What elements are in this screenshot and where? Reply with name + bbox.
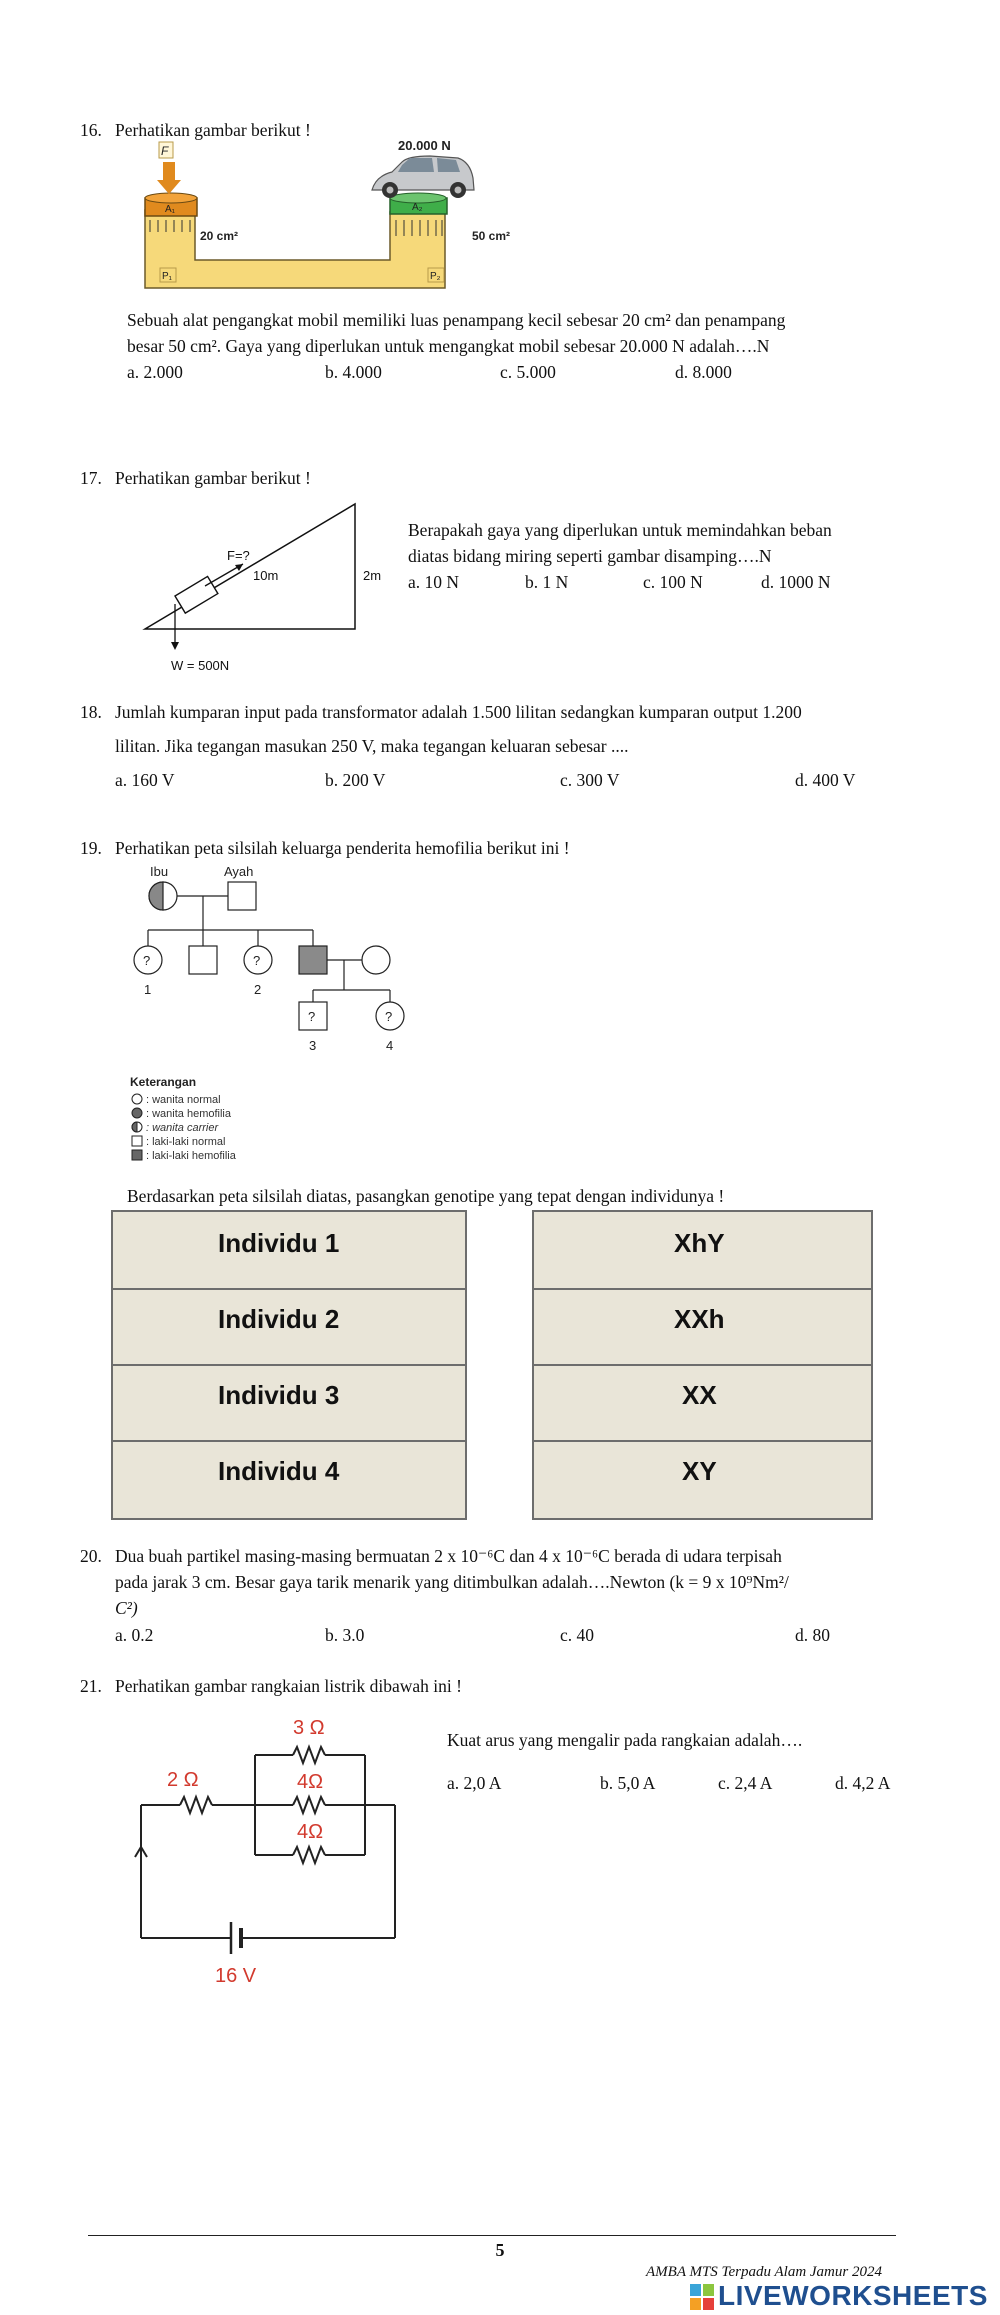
genotype-card[interactable] (534, 1212, 871, 1290)
q16-option-c[interactable]: c. 5.000 (500, 362, 556, 382)
individual-label: Individu 1 (218, 1228, 340, 1258)
q17-option-c[interactable]: c. 100 N (643, 572, 703, 592)
circuit-diagram (125, 1710, 425, 1990)
resistor-4-ohm-label-2: 4Ω (297, 1821, 324, 1843)
unknown-3: ? (308, 1009, 316, 1024)
footer-school: AMBA MTS Terpadu Alam Jamur 2024 (646, 2264, 882, 2280)
page-number: 5 (495, 2240, 505, 2260)
car-icon (372, 156, 474, 198)
label-1: 1 (144, 982, 152, 997)
legend-item: : wanita carrier (146, 1122, 219, 1134)
q18-option-b[interactable]: b. 200 V (325, 770, 386, 790)
force-label: F (161, 144, 169, 158)
a1-label: A₁ (165, 204, 176, 215)
q18-option-c[interactable]: c. 300 V (560, 770, 620, 790)
q17-option-a[interactable]: a. 10 N (408, 572, 460, 592)
q19-prompt: Perhatikan peta silsilah keluarga penderita hemofilia berikut ini ! (115, 838, 570, 858)
resistor-2-ohm-label: 2 Ω (167, 1769, 199, 1791)
q21-text-1: Kuat arus yang mengalir pada rangkaian adalah…. (447, 1730, 803, 1750)
q20-text-2: pada jarak 3 cm. Besar gaya tarik menarik yang ditimbulkan adalah….Newton (k = 9 x 10⁹Nm²/ (115, 1572, 789, 1592)
legend-item: : laki-laki hemofilia (146, 1150, 236, 1162)
q19-number: 19. (80, 838, 102, 858)
q18-option-a[interactable]: a. 160 V (115, 770, 175, 790)
q21-number: 21. (80, 1676, 102, 1696)
q16-text-2: besar 50 cm². Gaya yang diperlukan untuk mengangkat mobil sebesar 20.000 N adalah….N (127, 336, 770, 356)
q20-text-1: Dua buah partikel masing-masing bermuatan 2 x 10⁻⁶C dan 4 x 10⁻⁶C berada di udara terpisah (115, 1546, 782, 1566)
q20-option-b[interactable]: b. 3.0 (325, 1625, 365, 1645)
q16-option-d[interactable]: d. 8.000 (675, 362, 732, 382)
father-label: Ayah (224, 864, 254, 879)
q18-text-2: lilitan. Jika tegangan masukan 250 V, maka tegangan keluaran sebesar .... (115, 736, 629, 756)
genotype-label: XY (682, 1456, 717, 1486)
large-area-label: 50 cm² (472, 229, 511, 243)
genotype-label: XXh (674, 1304, 725, 1334)
q17-option-d[interactable]: d. 1000 N (761, 572, 831, 592)
q21-option-c[interactable]: c. 2,4 A (718, 1773, 773, 1793)
q20-option-a[interactable]: a. 0.2 (115, 1625, 154, 1645)
height-label: 2m (363, 568, 382, 583)
inclined-plane-figure (135, 496, 425, 681)
individual-label: Individu 2 (218, 1304, 340, 1334)
genotype-label: XhY (674, 1228, 725, 1258)
resistor-4-ohm-label: 4Ω (297, 1771, 324, 1793)
father-symbol (228, 882, 256, 910)
q16-option-a[interactable]: a. 2.000 (127, 362, 183, 382)
wife-normal-symbol (362, 946, 390, 974)
legend-item: : wanita normal (146, 1094, 221, 1106)
q18-number: 18. (80, 702, 102, 722)
q19-instruction: Berdasarkan peta silsilah diatas, pasangkan genotipe yang tepat dengan individunya ! (127, 1186, 725, 1206)
q18-text-1: Jumlah kumparan input pada transformator adalah 1.500 lilitan sedangkan kumparan output 1.200 (115, 702, 802, 722)
q16-number: 16. (80, 120, 102, 140)
q17-option-b[interactable]: b. 1 N (525, 572, 569, 592)
unknown-4: ? (385, 1009, 393, 1024)
liveworksheets-icon (690, 2284, 714, 2312)
length-label: 10m (253, 568, 279, 583)
p2-label: P₂ (430, 271, 441, 282)
pedigree-chart (128, 860, 428, 1180)
individuals-column (111, 1210, 467, 1520)
q17-prompt: Perhatikan gambar berikut ! (115, 468, 311, 488)
footer-divider (88, 2235, 896, 2236)
q18-option-d[interactable]: d. 400 V (795, 770, 856, 790)
genotypes-column (532, 1210, 873, 1520)
q21-option-a[interactable]: a. 2,0 A (447, 1773, 502, 1793)
individual-3-card[interactable] (113, 1364, 465, 1442)
label-4: 4 (386, 1038, 394, 1053)
unknown-2: ? (253, 953, 261, 968)
genotype-label: XX (682, 1380, 717, 1410)
resistor-3-ohm-label: 3 Ω (293, 1717, 325, 1739)
son-hemophilia-symbol (299, 946, 327, 974)
q17-number: 17. (80, 468, 102, 488)
hydraulic-lift-figure (140, 140, 540, 292)
q16-text-1: Sebuah alat pengangkat mobil memiliki luas penampang kecil sebesar 20 cm² dan penampang (127, 310, 786, 330)
q21-option-d[interactable]: d. 4,2 A (835, 1773, 891, 1793)
q20-option-d[interactable]: d. 80 (795, 1625, 830, 1645)
weight-label: 20.000 N (398, 140, 451, 153)
individual-2-card[interactable] (113, 1288, 465, 1366)
genotype-card[interactable] (534, 1364, 871, 1442)
individual-4-card[interactable] (113, 1440, 465, 1516)
q16-option-b[interactable]: b. 4.000 (325, 362, 382, 382)
legend-item: : laki-laki normal (146, 1136, 226, 1148)
p1-label: P₁ (162, 271, 173, 282)
q20-option-c[interactable]: c. 40 (560, 1625, 595, 1645)
unknown-1: ? (143, 953, 151, 968)
q17-text-1: Berapakah gaya yang diperlukan untuk memindahkan beban (408, 520, 832, 540)
individual-label: Individu 4 (218, 1456, 340, 1486)
label-3: 3 (309, 1038, 317, 1053)
q20-number: 20. (80, 1546, 102, 1566)
battery-voltage-label: 16 V (215, 1965, 257, 1987)
q20-text-3: C²) (115, 1598, 138, 1618)
individual-label: Individu 3 (218, 1380, 340, 1410)
weight-label-q17: W = 500N (171, 658, 230, 673)
label-2: 2 (254, 982, 262, 997)
legend-title: Keterangan (130, 1075, 197, 1089)
q16-prompt: Perhatikan gambar berikut ! (115, 120, 311, 140)
liveworksheets-logo (690, 2282, 990, 2312)
individual-1-card[interactable] (113, 1212, 465, 1290)
mother-label: Ibu (150, 864, 169, 879)
genotype-card[interactable] (534, 1288, 871, 1366)
legend-item: : wanita hemofilia (146, 1108, 231, 1120)
a2-label: A₂ (412, 202, 423, 213)
genotype-card[interactable] (534, 1440, 871, 1516)
small-area-label: 20 cm² (200, 229, 239, 243)
force-label-q17: F=? (227, 548, 250, 563)
q21-prompt: Perhatikan gambar rangkaian listrik dibawah ini ! (115, 1676, 462, 1696)
q21-option-b[interactable]: b. 5,0 A (600, 1773, 656, 1793)
liveworksheets-brand: LIVEWORKSHEETS (718, 2280, 988, 2311)
q17-text-2: diatas bidang miring seperti gambar disamping….N (408, 546, 772, 566)
son-normal-symbol (189, 946, 217, 974)
